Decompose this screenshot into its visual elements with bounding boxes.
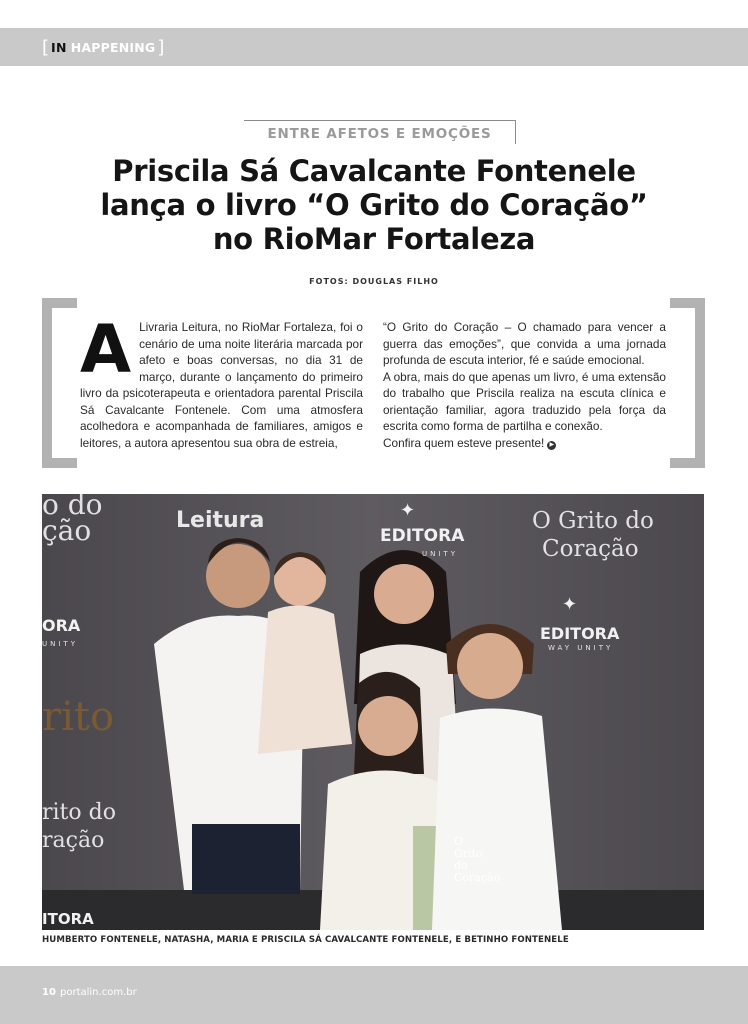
right-bracket-decoration bbox=[670, 298, 705, 468]
section-tag-happening: HAPPENING bbox=[70, 40, 156, 55]
page-number: 10 bbox=[42, 987, 56, 998]
site-link[interactable]: portalin.com.br bbox=[60, 987, 137, 998]
brand-logo-sub: WAY UNITY bbox=[548, 644, 614, 652]
backdrop-text: UNITY bbox=[42, 640, 78, 648]
body-paragraph-1: “O Grito do Coração – O chamado para vencer a guerra das emoções”, que convida a uma jornada profunda de escuta interior, fé e saúde emocional. bbox=[383, 320, 666, 367]
body-text-1: Livraria Leitura, no RioMar Fortaleza, foi o cenário de uma noite literária marcada por afeto e boas conversas, no dia 31 de março, durante o lançamento do primeiro livro da psicoterapeuta e orientadora parental Priscila Sá Cavalcante Fontenele. Com uma atmosfera acolhedora e acompanhada de familiares, amigos e leitores, a autora apresentou sua obra de estreia, bbox=[80, 320, 363, 450]
call-to-action: Confira quem esteve presente! bbox=[383, 435, 545, 450]
brand-logo-text: EDITORA bbox=[380, 526, 465, 546]
brand-logo-text: EDITORA bbox=[540, 624, 620, 643]
body-paragraph-3 bbox=[383, 435, 666, 452]
drop-cap: A bbox=[80, 311, 132, 388]
backdrop-text: o do bbox=[42, 494, 103, 521]
title-line-1: Priscila Sá Cavalcante Fontenele bbox=[112, 154, 636, 188]
bracket-close: ] bbox=[157, 36, 165, 58]
title-line-3: no RioMar Fortaleza bbox=[212, 222, 536, 256]
backdrop-text: rito do bbox=[42, 800, 116, 825]
backdrop-text: ração bbox=[42, 828, 105, 853]
body-paragraph-2: A obra, mais do que apenas um livro, é uma extensão do trabalho que Priscila realiza na escuta clínica e orientação familiar, agora traduzido pela força da escrita como forma de partilha e conexão. bbox=[383, 369, 666, 433]
title-line-2: lança o livro “O Grito do Coração” bbox=[100, 188, 648, 222]
article-title bbox=[40, 154, 708, 256]
event-photo bbox=[42, 494, 704, 930]
section-tag bbox=[42, 38, 164, 57]
book-cover-line: Grito bbox=[454, 847, 483, 860]
section-tag-in: IN bbox=[51, 40, 67, 55]
body-column-1 bbox=[80, 311, 363, 451]
book-cover-line: O bbox=[454, 835, 464, 848]
bracket-open: [ bbox=[42, 36, 50, 58]
editora-logo-mark: ✦ bbox=[400, 500, 416, 521]
book-cover-line: do bbox=[454, 859, 468, 872]
backdrop-book-title-2: Coração bbox=[542, 536, 639, 562]
left-bracket-decoration bbox=[42, 298, 77, 468]
leitura-logo: Leitura bbox=[176, 508, 265, 533]
backdrop-text: rito bbox=[42, 694, 115, 740]
backdrop-book-title-1: O Grito do bbox=[532, 508, 654, 534]
kicker-text: ENTRE AFETOS E EMOÇÕES bbox=[267, 126, 492, 142]
backdrop-text: ORA bbox=[42, 616, 81, 635]
backdrop-text: ITORA bbox=[42, 910, 94, 928]
editora-logo-mark: ✦ bbox=[562, 594, 578, 615]
backdrop-text: ção bbox=[42, 514, 92, 547]
book-cover-title bbox=[454, 836, 500, 884]
photo-caption: HUMBERTO FONTENELE, NATASHA, MARIA E PRISCILA SÁ CAVALCANTE FONTENELE, E BETINHO FONTENELE bbox=[42, 935, 569, 945]
arrow-right-icon: ▶ bbox=[547, 441, 556, 450]
book-cover-line: Coração bbox=[454, 871, 501, 884]
photo-credit: FOTOS: DOUGLAS FILHO bbox=[309, 277, 439, 286]
kicker bbox=[244, 120, 516, 144]
brand-logo-sub: UNITY bbox=[422, 550, 458, 558]
body-column-2 bbox=[383, 319, 666, 451]
